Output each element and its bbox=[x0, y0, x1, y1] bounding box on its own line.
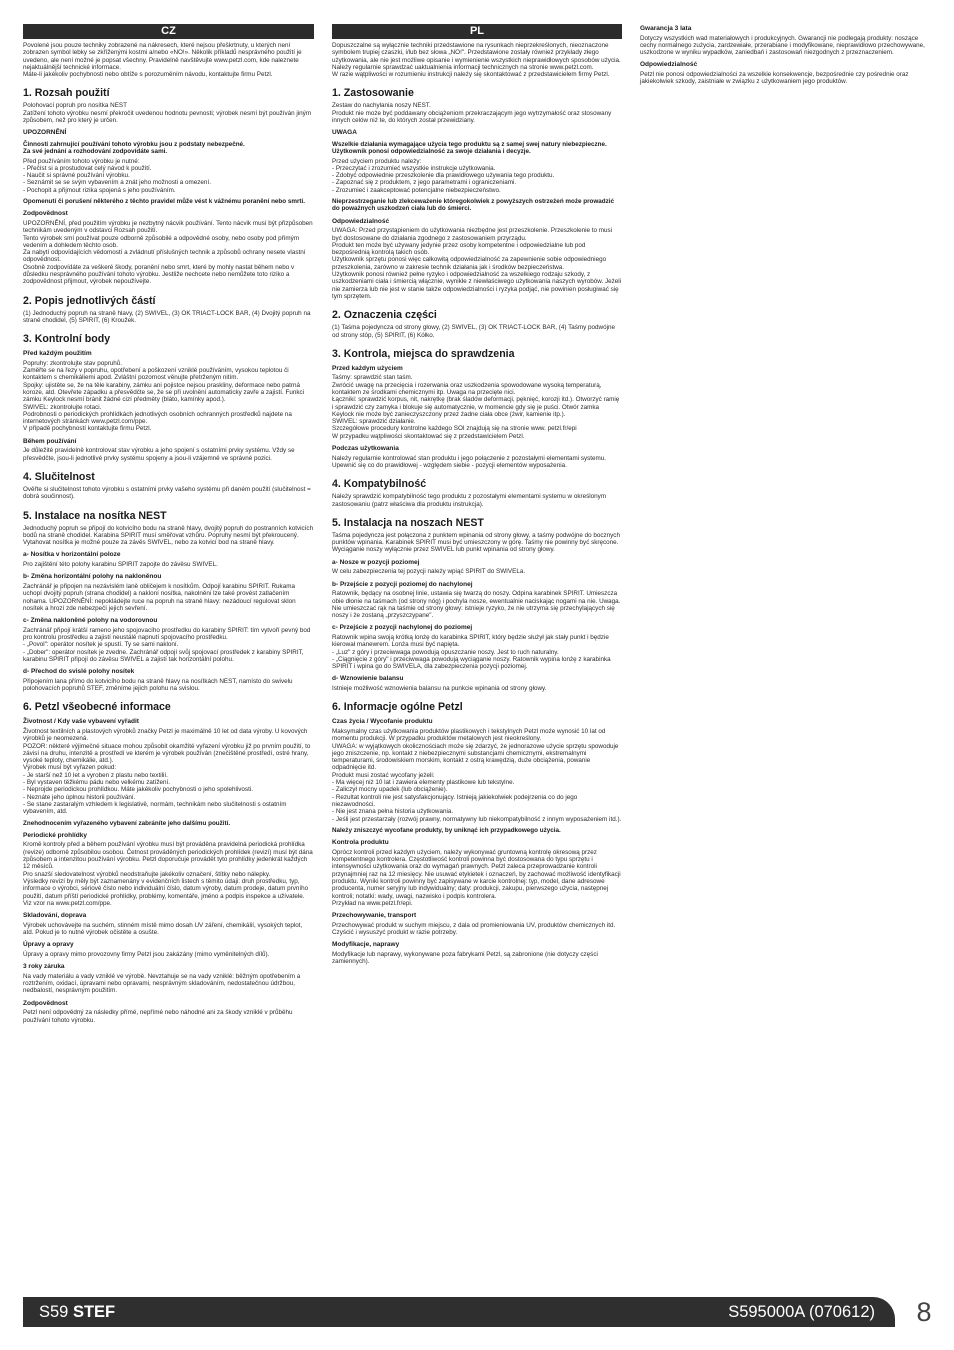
subsection-title: Před každým použitím bbox=[23, 350, 92, 358]
warning-bold-text: Opomenutí či porušení některého z těchto pravidel může vést k vážnému poranění nebo smrti. bbox=[23, 198, 306, 206]
subsection-title: Kontrola produktu bbox=[332, 839, 389, 847]
subsection-title: Úpravy a opravy bbox=[23, 941, 74, 949]
subsection-text: Oprócz kontroli przed każdym użyciem, należy wykonywać gruntowną kontrolę okresową przez kompetentnego kontrolera. Częstotliwość kontroli powinna być dostosowana do typu sprzętu i intensywności użytkowania oraz do wymagań prawnych. Petzl zaleca przeprowadzanie kontroli przynajmniej raz na 12 miesięcy. Nie usuwać etykietek i oznaczeń, by zachować możliwość identyfikacji produktu. Wyniki kontroli powinny być zapisywane w karcie kontrolnej: typ, model, dane adresowe producenta, numer seryjny lub indywidualny; daty: produkcji, zakupu, pierwszego użycia, następnej kontroli; notatki: wady, uwagi, nazwisko i podpis kontrolera. Przykład na www.petzl.fr/epi. bbox=[332, 848, 621, 907]
subsection-title: d- Wznowienie balansu bbox=[332, 675, 404, 683]
warning-text: Před používáním tohoto výrobku je nutné: - Přečíst si a prostudovat celý návod k použití. - Naučit si správné používání výrobku. - Seznámit se se svým vybavením a znát jeho možnosti a omezení. - Pochopit a přijmout rizika spojená s jeho používáním. bbox=[23, 157, 211, 194]
section-title: 3. Kontrolní body bbox=[23, 333, 111, 346]
section-text: (1) Jednoduchý popruh na straně hlavy, (2) SWIVEL, (3) OK TRIACT-LOCK BAR, (4) Dvojitý popruh na straně chodidel, (5) SPIRIT, (6) Kroužek. bbox=[23, 309, 311, 324]
subsection-title: c- Změna nakloněné polohy na vodorovnou bbox=[23, 617, 158, 625]
warning-title: UPOZORNĚNÍ bbox=[23, 129, 67, 137]
subsection-title: a- Nosze w pozycji poziomej bbox=[332, 558, 420, 566]
subsection-text: Na vady materiálu a vady vzniklé ve výrobě. Nevztahuje se na vady vzniklé: běžným opotřebením a roztržením, oxidací, úpravami nebo opravami, nesprávným skladováním, nedostatečnou údržbou, nedbalostí, nesprávným použitím. bbox=[23, 972, 301, 995]
subsection-title: Odpowiedzialność bbox=[640, 61, 698, 69]
subsection-text: Zachránář je připojen na nezávislém laně obličejem k nosítkům. Odpojí karabinu SPIRIT. Rukama uchopí dvojitý popruh (strana chodidel) a nakloní nosítka, nakolněni lze také provést zatlačením nohama. UPOZORNĚNÍ: nepokládejte ruce na popruh na straně hlavy: nezádoucí regulovat sklon nosítek a hrozí zde nebezpečí jejich sevření. bbox=[23, 582, 296, 612]
subsection-text: W celu zabezpieczenia tej pozycji należy wpiąć SPIRIT do SWIVELa. bbox=[332, 568, 526, 576]
section-text: Polohovací popruh pro nosítka NEST Zatížení tohoto výrobku nesmí překročit uvedenou hodnotu pevnosti; výrobek nesmí být používán jiným způsobem, než pro který je určen. bbox=[23, 102, 312, 125]
subsection-title: Modyfikacje, naprawy bbox=[332, 941, 400, 949]
page-number: 8 bbox=[916, 1297, 932, 1327]
subsection-title: b- Změna horizontální polohy na nakloněnou bbox=[23, 573, 162, 581]
subsection-text: Úpravy a opravy mimo provozovny firmy Petzl jsou zakázány (mimo vyměnitelných dílů). bbox=[23, 950, 270, 958]
subsection-text: Výrobek uchovávejte na suchém, stinném místě mimo dosah UV záření, chemikálií, vysokých teplot, atd. Pokud je to nutné výrobek očistěte a osušte. bbox=[23, 921, 303, 936]
destroy-warning: Należy zniszczyć wycofane produkty, by uniknąć ich przypadkowego użycia. bbox=[332, 826, 561, 834]
subsection-text: Modyfikacje lub naprawy, wykonywane poza fabrykami Petzl, są zabronione (nie dotyczy części zamiennych). bbox=[332, 950, 598, 966]
subsection-text: Istnieje możliwość wznowienia balansu na punkcie wpinania od strony głowy. bbox=[332, 685, 547, 693]
subsection-text: Životnost textilních a plastových výrobků značky Petzl je maximálně 10 let od data výroby. U kovových výrobků je neomezená. POZOR: některé výjimečné situace mohou způsobit okamžité vyřazení výrobku již po prvním použití, to závisí na druhu, intenzitě a prostředí ve kterém je výrobek používán (znečištěné prostředí, ostré hrany, vysoké teploty, chemikálie, atd.). Výrobek musí být vyřazen pokud: - Je starší než 10 let a vyroben z plastu nebo textilií. - Byl vystaven těžkému pádu nebo velkému zatížení. - Neprojde periodickou prohlídkou. Máte jakékoliv pochybnosti o jeho spolehlivosti. - Neznáte jeho úplnou historii používání. - Se stane zastaralým vzhledem k legislativě, normám, technikám nebo slučitelnosti s ostatním vybavením, atd. bbox=[23, 727, 311, 816]
subsection-title: Przechowywanie, transport bbox=[332, 912, 417, 920]
subsection-text: Zachránář připojí krátší rameno jeho spojovacího prostředku do karabiny SPIRIT: tím vytvoří pevný bod pro kontrolu prostředku a zajistí neustálé napnutí spojovacího prostředku. - „Povol": operátor nosítek je spustí. Ty se sami nakloní. - „Dober": operátor nosítek je zvedne. Zachránář odpojí svůj spojovací prostředek z karabiny SPIRIT, karabinu SPIRIT připojí do závěsu SWIVEL a zajistí tak horizontální polohu. bbox=[23, 626, 311, 663]
column-cz bbox=[23, 24, 314, 1025]
subsection-text: Przechowywać produkt w suchym miejscu, z dala od promieniowania UV, produktów chemicznych itd. Czyścić i wysuszyć produkt w razie potrzeby. bbox=[332, 921, 616, 936]
section-title: 5. Instalacja na noszach NEST bbox=[332, 516, 484, 529]
subsection-title: c- Przejście z pozycji nachylonej do poziomej bbox=[332, 624, 473, 632]
subsection-title: b- Przejście z pozycji poziomej do nachylonej bbox=[332, 580, 473, 588]
section-title: 5. Instalace na nosítka NEST bbox=[23, 509, 167, 522]
subsection-title: Przed każdym użyciem bbox=[332, 364, 403, 372]
warning-text: Przed użyciem produktu należy: - Przeczytać i zrozumieć wszystkie instrukcje użytkowania. - Zdobyć odpowiednie przeszkolenie dla prawidłowego używania tego produktu. - Zapoznać się z produktem, z jego parametrami i ograniczeniami. - Zrozumieć i zaakceptować potencjalne niebezpieczeństwo. bbox=[332, 157, 555, 194]
subsection-text: Připojením lana přímo do kotvicího bodu na straně hlavy na nosítkách NEST, namísto do swivelu polohovacích popruhů STEF, změníme jejich polohu na svislou. bbox=[23, 677, 293, 693]
footer-bar bbox=[23, 1297, 895, 1327]
warning-bold-text: Nieprzestrzeganie lub zlekceważenie któregokolwiek z powyższych ostrzeżeń może prowadzić do poważnych uszkodzeń ciała lub do śmierci. bbox=[332, 198, 615, 213]
warning-bold-text: Činnosti zahrnující používání tohoto výrobku jsou z podstaty nebezpečné. Za své jednání a rozhodování zodpovídáte sami. bbox=[23, 140, 245, 156]
subsection-text: Popruhy: zkontrolujte stav popruhů. Zaměřte se na řezy v popruhu, opotřebení a poškození vzniklé používáním, vysokou teplotou či kontaktem s chemikáliemi apod. Zvláštní pozornost věnujte přetrženým nitím. Spojky: ujistěte se, že na těle karabiny, zámku ani pojistce nejsou praskliny, deformace nebo patrná koroze, atd. Otevřete západku a přesvědčte se, že se při uvolnění automaticky zavře a zajistí. Funkci zámku Keylock nesmí bránit žádné cizí předměty (bláto, kamínky apod.). SWIVEL: zkontrolujte rotaci. Podrobnosti o periodických prohlídkách jednotlivých osobních ochranných prostředků najdete na internetových stránkách www.petzl.com/ppe. V případě pochybností kontaktujte firmu Petzl. bbox=[23, 359, 305, 433]
document-reference: S595000A (070612) bbox=[728, 1303, 875, 1321]
subsection-text: Taśmy: sprawdzić stan taśm. Zwrócić uwagę na przecięcia i rozerwania oraz uszkodzenia spowodowane wysoką temperaturą, kontaktem ze środkami chemicznymi itp. Uwaga na przecięte nici. Łączniki: sprawdzić korpus, nit, nakrętkę (brak śladów deformacji, pęknięć, korozji itd.). Otworzyć ramię i sprawdzić czy zamyka i blokuje się automatycznie, w momencie gdy się je puści. Otwór zamka Keylock nie może być zanieczyszczony przez żadne ciała obce (żwir, kamienie itp.). SWIVEL: sprawdzić działanie. Szczegółowe procedury kontrolne każdego SOI znajdują się na stronie www. petzl.fr/epi W przypadku wątpliwości skontaktować się z przedstawicielem Petzl. bbox=[332, 374, 620, 440]
subsection-title: Zodpovědnost bbox=[23, 999, 68, 1007]
subsection-title: Periodické prohlídky bbox=[23, 831, 87, 839]
section-text: (1) Taśma pojedyncza od strony głowy, (2) SWIVEL, (3) OK TRIACT-LOCK BAR, (4) Taśmy podwójne od strony stóp, (5) SPIRIT, (6) Kółko. bbox=[332, 324, 615, 339]
section-title: 1. Zastosowanie bbox=[332, 87, 414, 100]
section-title: 1. Rozsah použití bbox=[23, 87, 110, 100]
intro-text: Povolené jsou pouze techniky zobrazené na nákresech, které nejsou přeškrtnuty, u kterých není zobrazen symbol lebky se zkříženými kostmi a/nebo «NO!». Několik příkladů nesprávného použití je uvedeno, ale není možné je popsat všechny. Pravidelně navštěvujte www.petzl.com, kde naleznete nejaktuálnější technické informace. Máte-li jakékoliv pochybnosti nebo obtíže s porozuměním návodu, kontaktujte firmu Petzl. bbox=[23, 42, 302, 79]
section-title: 6. Informacje ogólne Petzl bbox=[332, 701, 463, 714]
column-pl-continued bbox=[640, 20, 930, 87]
responsibility-title: Zodpovědnost bbox=[23, 210, 68, 218]
subsection-text: Petzl není odpovědný za následky přímé, nepřímé nebo náhodné ani za škody vzniklé v průběhu používání tohoto výrobku. bbox=[23, 1009, 293, 1024]
model-name: STEF bbox=[72, 1303, 116, 1321]
subsection-text: Kromě kontroly před a během používání výrobku musí být prováděna pravidelná periodická prohlídka (revize) odborně způsobilou osobou. Četnost prováděných periodických prohlídek (revizí) musí být dána způsobem a intenzitou používání výrobku. Petzl doporučuje provádět tyto prohlídky jedenkrát každých 12 měsíců. Pro snazší sledovatelnost výrobků neodstraňujte jakékoliv označení, štítky nebo nálepky. Výsledky revizí by měly být zaznamenány v evidenčních listech s těmito údaji: druh prostředku, typ, informace o výrobci, sériové číslo nebo individuální číslo, datum výroby, datum prodeje, datum prvního použití, datum příští periodické prohlídky, problémy, komentáře, jméno a podpis inspekce a užívatele. Viz vzor na www.petzl.com/ppe. bbox=[23, 841, 313, 907]
section-title: 3. Kontrola, miejsca do sprawdzenia bbox=[332, 347, 515, 360]
subsection-title: Podczas użytkowania bbox=[332, 445, 399, 453]
section-text: Jednoduchý popruh se připojí do kotvicího bodu na straně hlavy, dvojitý popruh do postranních kotvicích bodů na straně chodidel. Karabina SPIRIT musí směřovat vzhůru. Popruhy nesmí být překroucený. Vytahovat nosítka je možné pouze za závěs SWIVEL, nebo za kotvicí bod na straně hlavy. bbox=[23, 524, 314, 547]
subsection-text: Je důležité pravidelně kontrolovat stav výrobku a jeho spojení s ostatními prvky systému. Vždy se přesvědčte, jsou-li jednotlivé prvky systému spojeny a jsou-li vzájemně ve správné pozici. bbox=[23, 447, 295, 462]
section-text: Taśma pojedyncza jest połączona z punktem wpinania od strony głowy, a taśmy podwójne do bocznych punktów wpinania. Karabinek SPIRIT musi być umieszczony w górę. Taśmy nie powinny być skręcone. Wyciąganie noszy wyłącznie przez SWIVEL lub punkt wpinania od strony głowy. bbox=[332, 531, 620, 554]
language-tab-cz: CZ bbox=[23, 24, 314, 39]
column-pl bbox=[332, 24, 622, 966]
warning-title: UWAGA bbox=[332, 129, 357, 137]
responsibility-text: UWAGA: Przed przystąpieniem do użytkowania niezbędne jest przeszkolenie. Przeszkolenie to musi być dostosowane do działania zgodnego z zastosowaniem przyrządu. Produkt ten może być używany jedynie przez osoby kompetentne i odpowiedzialne lub pod bezpośrednią kontrolą takich osób. Użytkownik sprzętu ponosi więc całkowitą odpowiedzialność za zapewnienie sobie odpowiedniego przeszkolenia, zarówno w zakresie technik działania jak i środków bezpieczeństwa. Użytkownik ponosi również pełne ryzyko i odpowiedzialność za wszelkiego rodzaju szkody, z uszkodzeniami ciała i śmiercią włącznie, wynikłe z niewłaściwego użytkowania naszych wyrobów. Jeżeli nie zamierza lub nie jest w stanie także odpowiedzialności i ryzyka podjąć, nie powinien posługiwać się tym sprzętem. bbox=[332, 227, 622, 300]
subsection-title: a- Nosítka v horizontální poloze bbox=[23, 551, 121, 559]
section-title: 6. Petzl všeobecné informace bbox=[23, 701, 171, 714]
product-model bbox=[39, 1301, 115, 1323]
subsection-title: Gwarancja 3 lata bbox=[640, 25, 692, 32]
subsection-title: Životnost / Kdy vaše vybavení vyřadit bbox=[23, 718, 139, 726]
subsection-text: Maksymalny czas użytkowania produktów plastikowych i tekstylnych Petzl może wynosić 10 lat od momentu produkcji. W przypadku produktów metalowych jest nieokreślony. UWAGA: w wyjątkowych okolicznościach może się zdarzyć, że jednorazowe użycie sprzętu spowoduje jego zniszczenie, np. kontakt z niebezpiecznymi substancjami chemicznymi, ekstremalnymi temperaturami, środowiskiem morskim, kontakt z ostrą krawędzią, duże obciążenia, powanie odpadnięcie itd. Produkt musi zostać wycofany jeżeli: - Ma więcej niż 10 lat i zawiera elementy plastikowe lub tekstylne. - Zaliczył mocny upadek (lub obciążenie). - Rezultat kontroli nie jest satysfakcjonujący. Istnieją jakiekolwiek podejrzenia co do jego niezawodności. - Nie jest znana pełna historia użytkowania. - Jeśli jest przestarzały (rozwój prawny, normatywny lub niekompatybilność z innym wyposażeniem itd.). bbox=[332, 727, 622, 823]
subsection-title: d- Přechod do svislé polohy nosítek bbox=[23, 668, 135, 676]
subsection-text: Ratownik wpina swoją krótką lonżę do karabinka SPIRIT, który będzie służył jak stały punkt i będzie kierował manewrem. Lonża musi być napięta. - „Luz" z góry i przeciwwaga powodują opuszczanie noszy. Jest to ruch naturalny. - „Ciągnięcie z góry" i przeciwwaga powodują wyciąganie noszy. Ratownik wypina lonżę z karabinka SPIRIT i wpina go do SWIVELA, dla zabezpieczenia pozycji poziomej. bbox=[332, 634, 611, 671]
responsibility-title: Odpowiedzialność bbox=[332, 217, 390, 225]
section-title: 2. Popis jednotlivých částí bbox=[23, 294, 156, 307]
subsection-text: Petzl nie ponosi odpowiedzialności za wszelkie konsekwencje, bezpośrednie czy pośrednie oraz jakiekolwiek szkody, zaistniałe w związku z użytkowaniem jego produktów. bbox=[640, 71, 909, 86]
warning-bold-text: Wszelkie działania wymagające użycia tego produktu są z samej swej natury niebezpieczne. Użytkownik ponosi odpowiedzialność za swoje działania i decyzje. bbox=[332, 140, 607, 156]
section-title: 2. Oznaczenia części bbox=[332, 309, 437, 322]
subsection-text: Pro zajištění této polohy karabinu SPIRIT zapojte do závěsu SWIVEL. bbox=[23, 561, 218, 569]
model-code: S59 bbox=[39, 1303, 69, 1321]
subsection-title: Během používání bbox=[23, 437, 77, 445]
section-text: Zestaw do nachylania noszy NEST. Produkt nie może być poddawany obciążeniom przekraczającym jego wytrzymałość oraz stosowany innych celów niż te, do których został przewidziany. bbox=[332, 102, 612, 125]
subsection-text: Ratownik, będący na osobnej linie, ustawia się twarzą do noszy. Odpina karabinek SPIRIT. Umieszcza obie dłonie na taśmach (od strony nóg) i pochyla nosze, ewentualnie naciskając nogami na nie. Uwaga. Nie umieszczać rąk na taśmie od strony głowy: istnieje ryzyko, że nie utrzyma się przechylających się noszy i że zostaną „przyszczypane". bbox=[332, 590, 621, 620]
section-text: Należy sprawdzić kompatybilność tego produktu z pozostałymi elementami systemu w określonym zastosowaniu (patrz właściwa dla produktu instrukcja). bbox=[332, 493, 607, 508]
section-title: 4. Slučitelnost bbox=[23, 470, 95, 483]
subsection-title: 3 roky záruka bbox=[23, 963, 65, 971]
subsection-title: Czas życia / Wycofanie produktu bbox=[332, 718, 433, 726]
intro-text: Dopuszczalne są wyłącznie techniki przedstawione na rysunkach nieprzekreślonych, nieoznaczone symbolem trupiej czaszki, i/lub bez słowa „NO!". Przedstawione zostały również przykłady złego użytkowania, ale nie jest możliwe opisanie i wymienienie wszystkich nieprawidłowych sposobów użycia. Należy regularnie sprawdzać uaktualnienia informacji technicznych na stronie www.petzl.com. W razie wątpliwości w rozumieniu instrukcji należy się skontaktować z przedstawicielem firmy Petzl. bbox=[332, 42, 621, 79]
subsection-title: Skladování, doprava bbox=[23, 912, 87, 920]
subsection-text: Należy regularnie kontrolować stan produktu i jego połączenie z pozostałymi elementami systemu. Upewnić się co do prawidłowej - względem siebie - pozycji elementów wyposażenia. bbox=[332, 454, 607, 469]
section-title: 4. Kompatybilność bbox=[332, 478, 427, 491]
responsibility-text: UPOZORNĚNÍ, před použitím výrobku je nezbytný nácvik používání. Tento nácvik musí být přizpůsoben technikám uvedeným v odstavci Rozsah použití. Tento výrobek smí používat pouze odborně způsobilé a odpovědné osoby, nebo osoby pod přímým vedením a dohledem těchto osob. Za nabytí odpovídajících vědomostí a zvládnutí příslušných technik a způsobů ochrany nesete vlastní odpovědnost. Osobně zodpovídáte za veškeré škody, poranění nebo smrt, které by mohly nastat během nebo v důsledku nesprávného používání tohoto výrobku. Jestliže nechcete nebo nemůžete toto riziko a zodpovědnost přijmout, výrobek nepoužívejte. bbox=[23, 219, 313, 286]
section-text: Ověřte si slučitelnost tohoto výrobku s ostatními prvky vašeho systému při daném použití (slučitelnost = dobrá součinnost). bbox=[23, 485, 311, 501]
destroy-warning: Znehodnocením vyřazeného vybavení zabráníte jeho dalšímu použití. bbox=[23, 819, 231, 827]
language-tab-pl: PL bbox=[332, 24, 622, 39]
subsection-text: Dotyczy wszystkich wad materiałowych i produkcyjnych. Gwarancji nie podlegają produkty: noszące cechy normalnego zużycia, zardzewiałe, przerabiane i modyfikowane, nieprawidłowo przechowywane, uszkodzone w wyniku wypadków, zaniedbań i zastosowań niezgodnych z przeznaczeniem. bbox=[640, 34, 925, 57]
